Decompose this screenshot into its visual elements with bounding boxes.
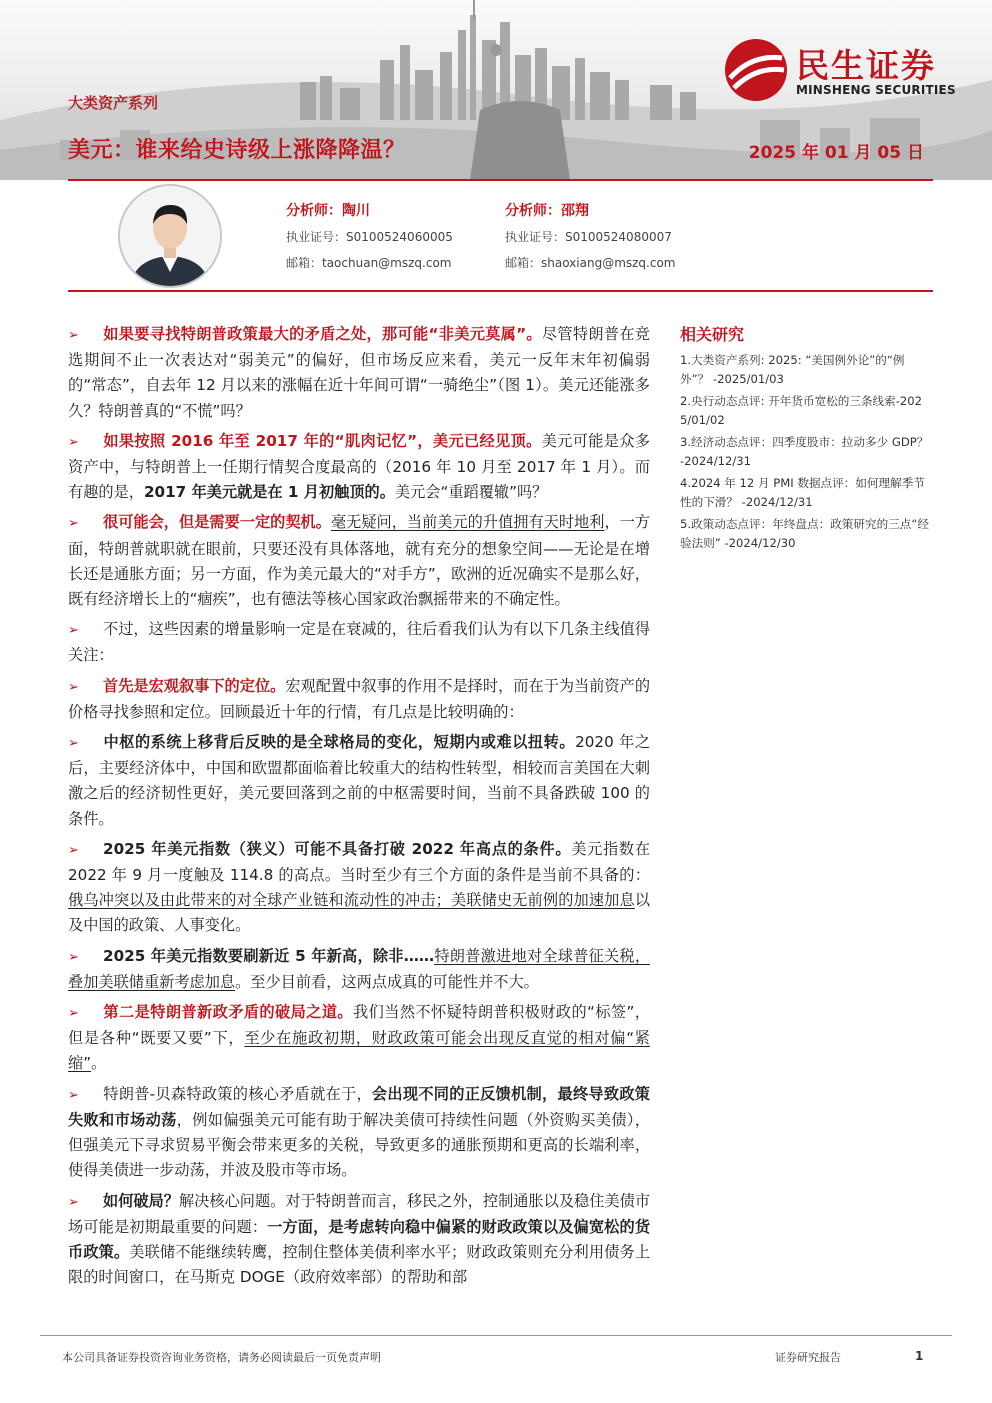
analyst-2: [505, 200, 676, 280]
footer-divider: [40, 1335, 952, 1336]
footer-disclaimer: 本公司具备证券投资咨询业务资格，请务必阅读最后一页免责声明: [62, 1351, 381, 1364]
related-research-sidebar: [680, 322, 930, 556]
body-text: 2020 年之后，主要经济体中，中国和欧盟都面临着比较重大的结构性转型，相较而言美国在大刺激之后的经济韧性更好，美元要回落到之前的中枢需要时间，当前不具备跌破 100 的条件。: [68, 733, 651, 828]
body-text: 美元指数在 2022 年 9 月一度触及 114.8 的高点。当时至少有三个方面的条件是当前不具备的：: [68, 839, 651, 885]
related-research-item[interactable]: 4.2024 年 12 月 PMI 数据点评：如何理解季节性的下滑？ -2024/12/31: [680, 476, 925, 509]
bullet-arrow-icon: ➢: [68, 1087, 79, 1103]
bullet-arrow-icon: ➢: [68, 1006, 79, 1022]
sidebar-title: 相关研究: [680, 325, 745, 344]
key-point: 第二是特朗普新政矛盾的破局之道。: [103, 1003, 354, 1022]
bold-text: 如何破局？: [103, 1191, 179, 1210]
bullet-arrow-icon: ➢: [68, 516, 79, 532]
paragraph-1: [68, 322, 650, 424]
analyst-email[interactable]: 邮箱：shaoxiang@mszq.com: [505, 256, 676, 270]
underlined-text: 至少在施政初期，财政政策可能会出现反直觉的相对偏“紧缩”: [68, 1029, 650, 1073]
key-point: 如果按照 2016 年至 2017 年的“肌肉记忆”，美元已经见顶。: [103, 431, 542, 450]
related-research-item[interactable]: 1.大类资产系列: 2025: “美国例外论”的“例外”？ -2025/01/03: [680, 353, 905, 386]
bold-text: 2025 年美元指数（狭义）可能不具备打破 2022 年高点的条件。: [103, 839, 572, 858]
key-point: 如果要寻找特朗普政策最大的矛盾之处，那可能“非美元莫属”。: [103, 325, 542, 343]
body-text: ，例如偏强美元可能有助于解决美债可持续性问题（外资购买美债），但强美元下寻求贸易平衡会带来更多的关税，导致更多的通胀预期和更高的长端利率，使得美债进一步动荡，并波及股市等市场。: [68, 1110, 650, 1180]
company-logo: [722, 36, 962, 106]
body-text: 美联储不能继续转鹰，控制住整体美债利率水平；财政政策则充分利用债务上限的时间窗口，在马斯克 DOGE（政府效率部）的帮助和部: [68, 1242, 651, 1287]
bold-text: 一方面，是考虑转向稳中偏紧的财政政策以及偏宽松的货币政策。: [68, 1217, 651, 1261]
bold-text: 2025 年美元指数要刷新近 5 年新高，除非……: [103, 946, 435, 965]
bullet-arrow-icon: ➢: [68, 842, 79, 858]
underlined-text: 俄乌冲突以及由此带来的对全球产业链和流动性的冲击；美联储史无前例的加速加息: [68, 891, 635, 910]
analyst-name: 分析师：邵翔: [505, 203, 589, 219]
report-title: 美元：谁来给史诗级上涨降降温？: [68, 138, 406, 163]
bullet-arrow-icon: ➢: [68, 434, 79, 450]
related-research-item[interactable]: 2.央行动态点评: 开年货币宽松的三条线索-2025/01/02: [680, 394, 923, 427]
paragraph-7: [68, 837, 650, 939]
paragraph-3: [68, 510, 650, 612]
analyst-1: [286, 200, 453, 280]
analyst-photo-icon: [120, 186, 220, 286]
underlined-text: 毫无疑问，当前美元的升值拥有天时地利: [330, 513, 605, 532]
page-number: 1: [915, 1349, 924, 1363]
paragraph-10: [68, 1082, 650, 1184]
report-series: 大类资产系列: [68, 94, 159, 112]
related-research-item[interactable]: 3.经济动态点评：四季度股市：拉动多少 GDP？ -2024/12/31: [680, 435, 929, 468]
logo-english-name: MINSHENG SECURITIES: [796, 83, 956, 97]
key-point: 首先是宏观叙事下的定位。: [103, 676, 286, 695]
analyst-license: 执业证号：S0100524060005: [286, 230, 453, 244]
bullet-arrow-icon: ➢: [68, 1194, 79, 1210]
key-point: 很可能会，但是需要一定的契机。: [103, 513, 331, 532]
paragraph-6: [68, 730, 650, 832]
header-banner: [0, 0, 992, 180]
body-text: ，一方面，特朗普就职就在眼前，只要还没有具体落地，就有充分的想象空间——无论是在增长还是通胀方面；另一方面，作为美元最大的“对手方”，欧洲的近况确实不是那么好，既有经济增长上的“痼疾”，也有德法等核心国家政治飘摇带来的不确定性。: [68, 513, 651, 609]
paragraph-5: [68, 674, 650, 725]
analyst-email[interactable]: 邮箱：taochuan@mszq.com: [286, 256, 452, 270]
paragraph-4: [68, 617, 650, 668]
report-date: 2025 年 01 月 05 日: [748, 143, 924, 163]
header-divider: [68, 179, 933, 181]
paragraph-2: [68, 429, 650, 506]
bullet-arrow-icon: ➢: [68, 328, 79, 343]
underlined-text: 特朗普激进地对全球普征关税，叠加美联储重新考虑加息: [68, 946, 651, 991]
body-text: 我们当然不怀疑特朗普积极财政的“标签”，但是各种“既要又要”下，: [68, 1003, 650, 1048]
body-text: 。: [91, 1054, 107, 1073]
bullet-arrow-icon: ➢: [68, 949, 79, 965]
body-text: 特朗普-贝森特政策的核心矛盾就在于，: [103, 1084, 372, 1103]
paragraph-9: [68, 1000, 650, 1077]
body-text: 。至少目前看，这两点成真的可能性并不大。: [235, 972, 539, 991]
body-text: 美元会“重蹈覆辙”吗？: [394, 483, 548, 502]
paragraph-11: [68, 1189, 650, 1291]
bold-text: 会出现不同的正反馈机制，最终导致政策失败和市场动荡: [68, 1084, 650, 1129]
analyst-avatar: [118, 184, 222, 288]
body-text: 不过，这些因素的增量影响一定是在衰减的，往后看我们认为有以下几条主线值得关注：: [68, 620, 650, 665]
report-body: [68, 322, 650, 1295]
body-text: 宏观配置中叙事的作用不是择时，而在于为当前资产的价格寻找参照和定位。回顾最近十年的行情，有几点是比较明确的：: [68, 676, 651, 721]
bullet-arrow-icon: ➢: [68, 679, 79, 695]
body-text: 尽管特朗普在竞选期间不止一次表达对“弱美元”的偏好，但市场反应来看，美元一反年末年初偏弱的“常态”，自去年 12 月以来的涨幅在近十年间可谓“一骑绝尘”（图 1）。美元还能涨多久？特朗普真的“不慌”吗？: [68, 325, 650, 420]
footer-report-type: 证券研究报告: [775, 1351, 841, 1364]
logo-chinese-name: 民生证券: [796, 46, 936, 85]
analyst-name: 分析师：陶川: [286, 203, 370, 219]
bullet-arrow-icon: ➢: [68, 623, 79, 639]
analyst-license: 执业证号：S0100524080007: [505, 230, 672, 244]
bullet-arrow-icon: ➢: [68, 736, 79, 752]
analyst-divider: [68, 290, 933, 292]
bold-text: 中枢的系统上移背后反映的是全球格局的变化，短期内或难以扭转。: [103, 733, 576, 752]
paragraph-8: [68, 944, 650, 995]
body-text: 以及中国的政策、人事变化。: [68, 891, 650, 935]
bold-text: 2017 年美元就是在 1 月初触顶的。: [143, 483, 395, 502]
related-research-item[interactable]: 5.政策动态点评：年终盘点：政策研究的三点“经验法则” -2024/12/30: [680, 517, 929, 550]
body-text: 美元可能是众多资产中，与特朗普上一任期行情契合度最高的（2016 年 10 月至 2017 年 1 月）。而有趣的是，: [68, 431, 651, 502]
minsheng-emblem-icon: [722, 36, 790, 104]
body-text: 解决核心问题。对于特朗普而言，移民之外，控制通胀以及稳住美债市场可能是初期最重要的问题：: [68, 1191, 651, 1236]
